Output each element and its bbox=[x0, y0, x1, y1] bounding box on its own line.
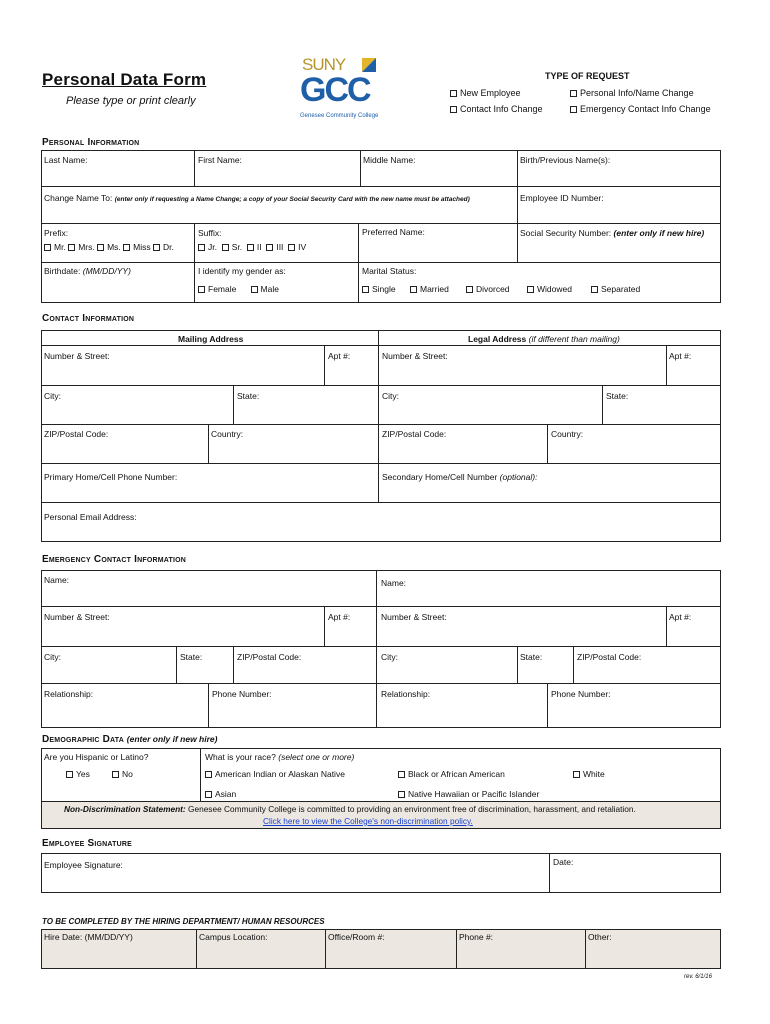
emergency2-zip-field[interactable]: ZIP/Postal Code: bbox=[577, 652, 642, 662]
birthdate-field[interactable]: Birthdate: (MM/DD/YY) bbox=[44, 266, 131, 276]
checkbox-icon[interactable] bbox=[398, 771, 405, 778]
marital-married[interactable]: Married bbox=[410, 284, 449, 294]
checkbox-icon[interactable] bbox=[123, 244, 130, 251]
checkbox-icon[interactable] bbox=[591, 286, 598, 293]
first-name-field[interactable]: First Name: bbox=[198, 155, 242, 165]
legal-state-field[interactable]: State: bbox=[606, 391, 629, 401]
checkbox-icon[interactable] bbox=[44, 244, 51, 251]
logo-gcc-text: GCC bbox=[300, 71, 370, 109]
hispanic-no[interactable]: No bbox=[112, 769, 133, 779]
hispanic-question: Are you Hispanic or Latino? bbox=[44, 752, 149, 762]
signature-table bbox=[41, 853, 721, 893]
emergency1-relationship-field[interactable]: Relationship: bbox=[44, 689, 94, 699]
contact-info-heading: Contact Information bbox=[42, 313, 135, 324]
prefix-options[interactable]: Mr. Mrs. Ms. Miss Dr. bbox=[44, 242, 174, 252]
checkbox-icon[interactable] bbox=[450, 90, 457, 97]
legal-address-header: Legal Address (if different than mailing) bbox=[468, 334, 620, 344]
checkbox-icon[interactable] bbox=[222, 244, 229, 251]
emergency2-apt-field[interactable]: Apt #: bbox=[669, 612, 692, 622]
checkbox-icon[interactable] bbox=[153, 244, 160, 251]
emergency2-state-field[interactable]: State: bbox=[520, 652, 543, 662]
checkbox-icon[interactable] bbox=[570, 106, 577, 113]
checkbox-icon[interactable] bbox=[251, 286, 258, 293]
legal-zip-field[interactable]: ZIP/Postal Code: bbox=[382, 429, 447, 439]
nondisc-policy-link[interactable]: Click here to view the College's non-discrimination policy. bbox=[263, 816, 473, 826]
mailing-city-field[interactable]: City: bbox=[44, 391, 61, 401]
mailing-address-header: Mailing Address bbox=[178, 334, 244, 344]
suny-gcc-logo bbox=[298, 55, 388, 125]
mailing-street-field[interactable]: Number & Street: bbox=[44, 351, 110, 361]
checkbox-icon[interactable] bbox=[205, 791, 212, 798]
form-title: Personal Data Form bbox=[42, 70, 207, 89]
request-contact-info-change[interactable]: Contact Info Change bbox=[450, 104, 543, 114]
legal-country-field[interactable]: Country: bbox=[551, 429, 584, 439]
checkbox-icon[interactable] bbox=[527, 286, 534, 293]
birth-previous-name-field[interactable]: Birth/Previous Name(s): bbox=[520, 155, 611, 165]
secondary-phone-field[interactable]: Secondary Home/Cell Number (optional): bbox=[382, 472, 538, 482]
emergency1-apt-field[interactable]: Apt #: bbox=[328, 612, 351, 622]
emergency1-state-field[interactable]: State: bbox=[180, 652, 203, 662]
emergency1-city-field[interactable]: City: bbox=[44, 652, 61, 662]
change-name-note: (enter only if requesting a Name Change; a copy of your Social Security Card with the new name must be attached) bbox=[114, 196, 470, 203]
gender-options[interactable]: Female Male bbox=[198, 284, 279, 294]
hr-phone-field[interactable]: Phone #: bbox=[459, 932, 494, 942]
mailing-country-field[interactable]: Country: bbox=[211, 429, 244, 439]
nondisc-statement: Non-Discrimination Statement: Genesee Community College is committed to providing an environment free of discrimination, harassment, and retaliation. bbox=[64, 804, 636, 814]
middle-name-field[interactable]: Middle Name: bbox=[363, 155, 416, 165]
personal-info-heading: Personal Information bbox=[42, 137, 140, 148]
legal-city-field[interactable]: City: bbox=[382, 391, 399, 401]
emergency2-street-field[interactable]: Number & Street: bbox=[381, 612, 447, 622]
emergency2-name-field[interactable]: Name: bbox=[381, 578, 407, 588]
checkbox-icon[interactable] bbox=[410, 286, 417, 293]
checkbox-icon[interactable] bbox=[247, 244, 254, 251]
emergency1-zip-field[interactable]: ZIP/Postal Code: bbox=[237, 652, 302, 662]
campus-location-field[interactable]: Campus Location: bbox=[199, 932, 268, 942]
request-personal-info-change[interactable]: Personal Info/Name Change bbox=[570, 88, 694, 98]
prefix-label: Prefix: bbox=[44, 228, 69, 238]
checkbox-icon[interactable] bbox=[97, 244, 104, 251]
email-field[interactable]: Personal Email Address: bbox=[44, 512, 137, 522]
race-american-indian[interactable]: American Indian or Alaskan Native bbox=[205, 769, 345, 779]
logo-college-text: Genesee Community College bbox=[300, 113, 379, 119]
contact-info-table bbox=[41, 330, 721, 542]
hispanic-yes[interactable]: Yes bbox=[66, 769, 90, 779]
marital-widowed[interactable]: Widowed bbox=[527, 284, 572, 294]
change-name-field[interactable]: Change Name To: (enter only if requesting a Name Change; a copy of your Social Security Card with the new name must be attached) bbox=[44, 193, 470, 203]
emergency1-phone-field[interactable]: Phone Number: bbox=[212, 689, 272, 699]
emergency1-name-field[interactable]: Name: bbox=[44, 575, 70, 585]
emergency-contact-heading: Emergency Contact Information bbox=[42, 554, 187, 565]
signature-date-field[interactable]: Date: bbox=[553, 857, 574, 867]
office-room-field[interactable]: Office/Room #: bbox=[328, 932, 385, 942]
checkbox-icon[interactable] bbox=[573, 771, 580, 778]
preferred-name-field[interactable]: Preferred Name: bbox=[362, 227, 425, 237]
legal-street-field[interactable]: Number & Street: bbox=[382, 351, 448, 361]
revision-note: rev. 6/1/16 bbox=[684, 974, 712, 980]
checkbox-icon[interactable] bbox=[450, 106, 457, 113]
emergency2-relationship-field[interactable]: Relationship: bbox=[381, 689, 431, 699]
request-emergency-contact-change[interactable]: Emergency Contact Info Change bbox=[570, 104, 711, 114]
race-asian[interactable]: Asian bbox=[205, 789, 236, 799]
ssn-field[interactable]: Social Security Number: (enter only if new hire) bbox=[520, 228, 705, 238]
checkbox-icon[interactable] bbox=[66, 771, 73, 778]
emergency-contact-table bbox=[41, 570, 721, 728]
race-question: What is your race? (select one or more) bbox=[205, 752, 355, 762]
mailing-zip-field[interactable]: ZIP/Postal Code: bbox=[44, 429, 109, 439]
emergency2-phone-field[interactable]: Phone Number: bbox=[551, 689, 611, 699]
ssn-note: (enter only if new hire) bbox=[613, 228, 705, 238]
checkbox-icon[interactable] bbox=[570, 90, 577, 97]
checkbox-icon[interactable] bbox=[112, 771, 119, 778]
checkbox-icon[interactable] bbox=[198, 244, 205, 251]
emergency2-city-field[interactable]: City: bbox=[381, 652, 398, 662]
logo-suny-text: SUNY bbox=[302, 55, 346, 74]
primary-phone-field[interactable]: Primary Home/Cell Phone Number: bbox=[44, 472, 178, 482]
race-black[interactable]: Black or African American bbox=[398, 769, 505, 779]
race-white[interactable]: White bbox=[573, 769, 605, 779]
checkbox-icon[interactable] bbox=[288, 244, 295, 251]
marital-single[interactable]: Single bbox=[362, 284, 396, 294]
marital-separated[interactable]: Separated bbox=[591, 284, 640, 294]
checkbox-icon[interactable] bbox=[68, 244, 75, 251]
request-new-employee[interactable]: New Employee bbox=[450, 88, 521, 98]
demographic-heading: Demographic Data (enter only if new hire) bbox=[42, 734, 218, 745]
last-name-field[interactable]: Last Name: bbox=[44, 155, 88, 165]
race-native-hawaiian[interactable]: Native Hawaiian or Pacific Islander bbox=[398, 789, 539, 799]
gender-label: I identify my gender as: bbox=[198, 266, 286, 276]
checkbox-icon[interactable] bbox=[205, 771, 212, 778]
checkbox-icon[interactable] bbox=[466, 286, 473, 293]
checkbox-icon[interactable] bbox=[362, 286, 369, 293]
employee-id-field[interactable]: Employee ID Number: bbox=[520, 193, 604, 203]
request-type-title: TYPE OF REQUEST bbox=[545, 71, 630, 81]
hr-heading: TO BE COMPLETED BY THE HIRING DEPARTMENT/ HUMAN RESOURCES bbox=[42, 917, 325, 926]
checkbox-icon[interactable] bbox=[266, 244, 273, 251]
hr-other-field[interactable]: Other: bbox=[588, 932, 612, 942]
suffix-label: Suffix: bbox=[198, 228, 222, 238]
suffix-options[interactable]: Jr. Sr. II III IV bbox=[198, 242, 306, 252]
legal-apt-field[interactable]: Apt #: bbox=[669, 351, 692, 361]
checkbox-icon[interactable] bbox=[198, 286, 205, 293]
marital-divorced[interactable]: Divorced bbox=[466, 284, 510, 294]
emergency1-street-field[interactable]: Number & Street: bbox=[44, 612, 110, 622]
checkbox-icon[interactable] bbox=[398, 791, 405, 798]
employee-signature-field[interactable]: Employee Signature: bbox=[44, 860, 123, 870]
marital-status-label: Marital Status: bbox=[362, 266, 417, 276]
hire-date-field[interactable]: Hire Date: (MM/DD/YY) bbox=[44, 932, 133, 942]
form-subtitle: Please type or print clearly bbox=[66, 95, 196, 107]
mailing-apt-field[interactable]: Apt #: bbox=[328, 351, 351, 361]
signature-heading: Employee Signature bbox=[42, 838, 132, 849]
mailing-state-field[interactable]: State: bbox=[237, 391, 260, 401]
